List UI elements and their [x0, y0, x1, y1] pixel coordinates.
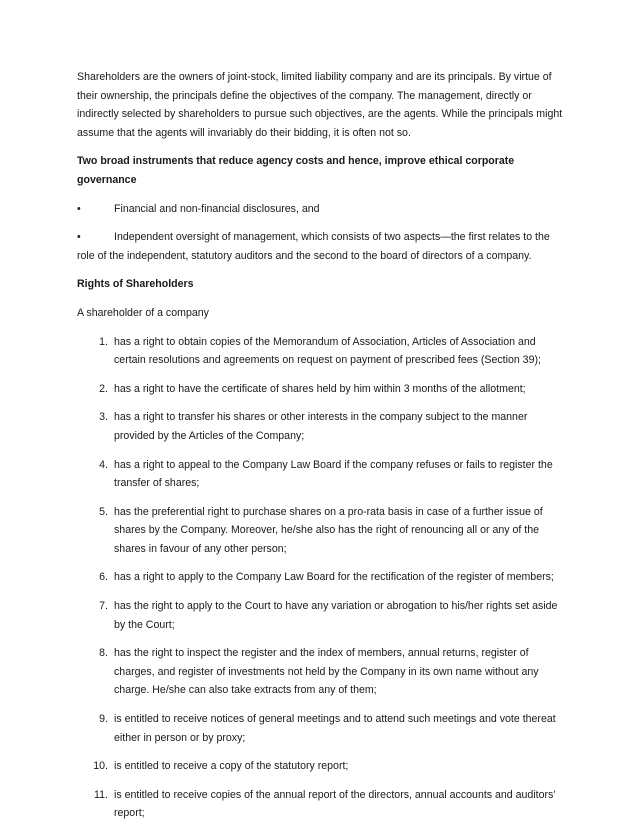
list-text: has a right to obtain copies of the Memorandum of Association, Articles of Association and certain resolutions and agreements on request on payment of prescribed fees (Section 39); — [114, 335, 541, 367]
list-item — [77, 644, 563, 700]
list-item — [77, 568, 563, 587]
list-number: 11. — [94, 788, 108, 801]
list-item — [77, 380, 563, 399]
bullet-mark: • — [77, 202, 81, 215]
list-text: has a right to have the certificate of shares held by him within 3 months of the allotment; — [114, 382, 526, 395]
list-text: is entitled to receive copies of the annual report of the directors, annual accounts and auditors’ report; — [114, 788, 556, 820]
list-text: has a right to appeal to the Company Law Board if the company refuses or fails to register the transfer of shares; — [114, 458, 553, 490]
list-number: 10. — [93, 760, 108, 773]
bullet-mark: • — [77, 231, 81, 244]
document-body — [77, 68, 563, 833]
list-item — [77, 757, 563, 776]
list-item — [77, 786, 563, 823]
list-number: 2. — [99, 382, 108, 395]
list-number: 3. — [99, 411, 108, 424]
list-number: 4. — [99, 458, 108, 471]
list-text: has the preferential right to purchase shares on a pro-rata basis in case of a further issue of shares by the Company. Moreover, he/she also has the right of renouncing all or any of the shares in favour of any other person; — [114, 505, 543, 555]
list-number: 9. — [99, 713, 108, 726]
list-text: is entitled to receive a copy of the statutory report; — [114, 760, 349, 773]
list-text: is entitled to receive notices of general meetings and to attend such meetings and vote thereat either in person or by proxy; — [114, 713, 556, 744]
rights-intro: A shareholder of a company — [77, 306, 209, 319]
bullet-item — [77, 200, 563, 219]
list-text: has the right to inspect the register and the index of members, annual returns, register of charges, and register of investments not held by the Company in its own name without any charge. He/she can also take extracts from any of them; — [114, 647, 539, 697]
rights-heading: Rights of Shareholders — [77, 278, 194, 291]
list-item — [77, 408, 563, 445]
intro-paragraph: Shareholders are the owners of joint-stock, limited liability company and are its principals. By virtue of their ownership, the principals define the objectives of the company. The management, directly or indirectly selected by shareholders to pursue such objectives, are the agents. While the principals might assume that the agents will invariably do their bidding, it is often not so. — [77, 71, 563, 139]
list-number: 6. — [99, 571, 108, 584]
bullet-text: Independent oversight of management, which consists of two aspects—the first relates to the role of the independent, statutory auditors and the second to the board of directors of a company. — [77, 231, 550, 262]
list-item — [77, 456, 563, 493]
bullet-text: Financial and non-financial disclosures, and — [114, 202, 320, 215]
list-number: 8. — [99, 647, 108, 660]
list-item — [77, 597, 563, 634]
list-number: 1. — [99, 335, 108, 348]
list-text: has a right to apply to the Company Law Board for the rectification of the register of members; — [114, 571, 554, 584]
list-item — [77, 503, 563, 559]
list-number: 7. — [99, 600, 108, 613]
list-item — [77, 333, 563, 370]
list-number: 5. — [99, 505, 108, 518]
list-text: has a right to transfer his shares or other interests in the company subject to the manner provided by the Articles of the Company; — [114, 411, 528, 442]
rights-list — [77, 333, 563, 823]
bullet-item — [77, 228, 563, 265]
list-item — [77, 710, 563, 747]
list-text: has the right to apply to the Court to have any variation or abrogation to his/her rights set aside by the Court; — [114, 600, 558, 631]
instruments-heading: Two broad instruments that reduce agency costs and hence, improve ethical corporate governance — [77, 155, 515, 186]
